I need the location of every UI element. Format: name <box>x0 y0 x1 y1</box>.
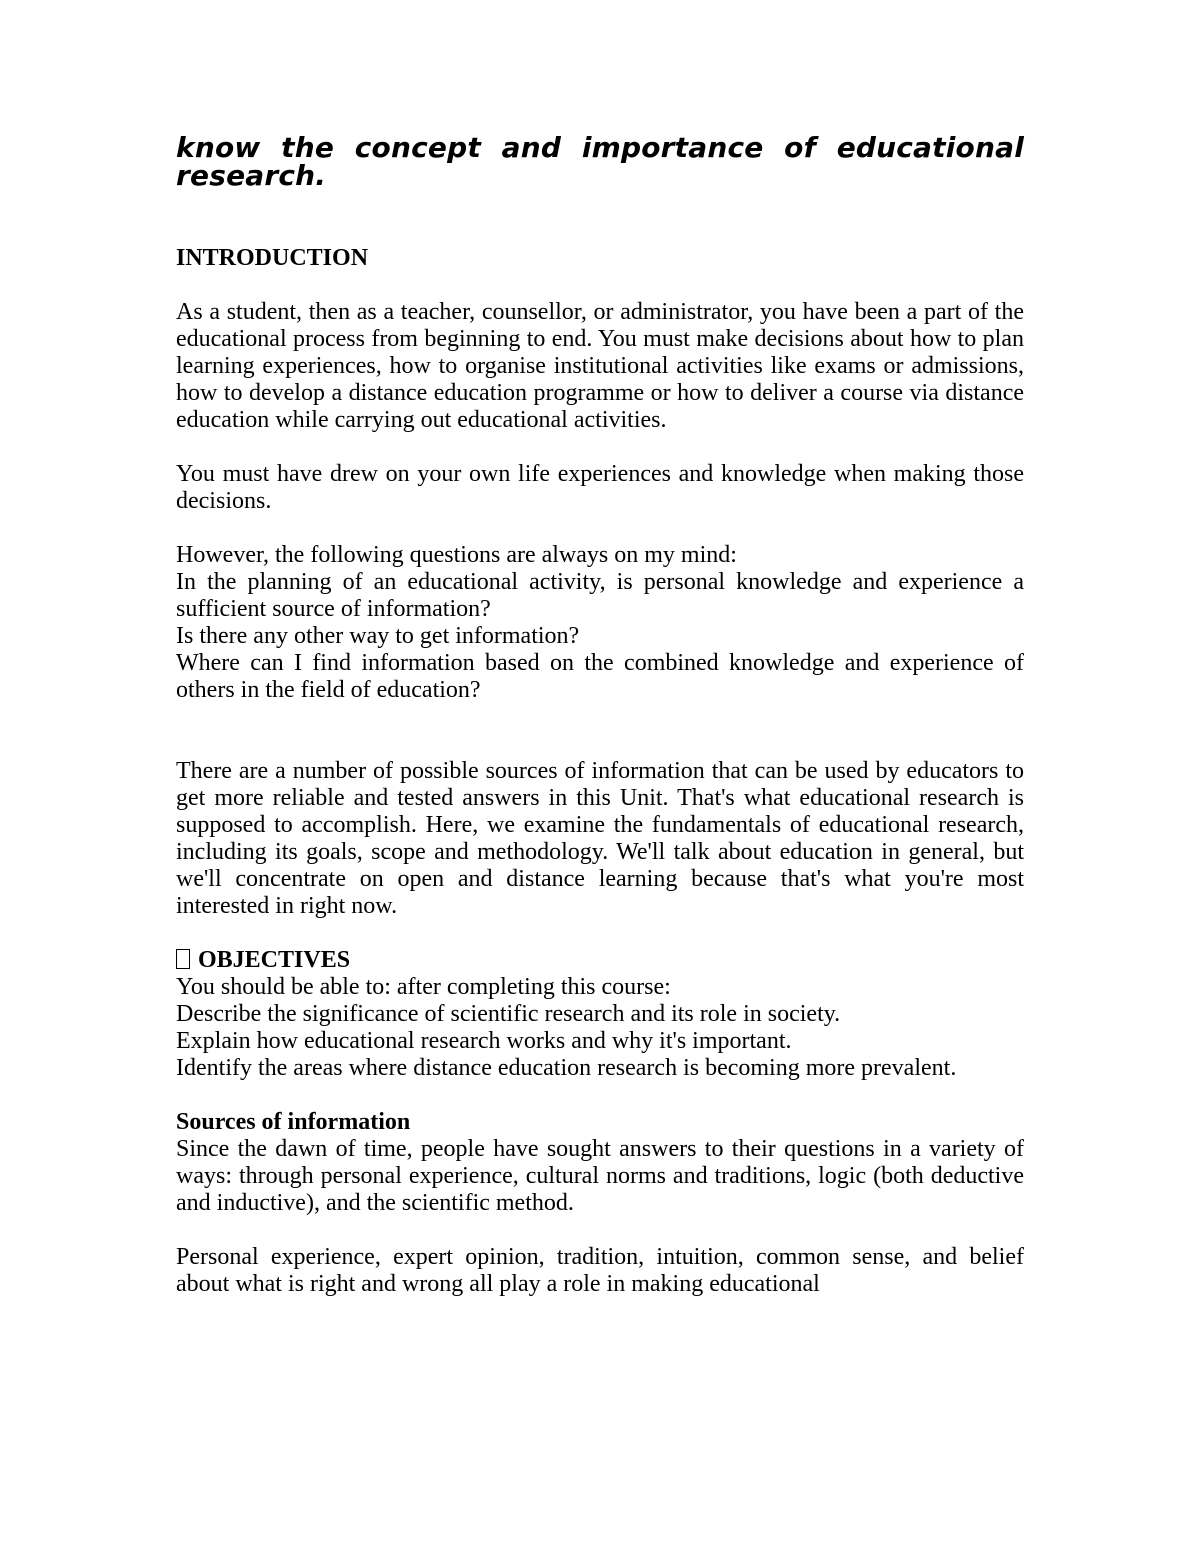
question-line: However, the following questions are always on my mind: <box>176 542 737 568</box>
sources-paragraph-2: Personal experience, expert opinion, tradition, intuition, common sense, and belief about what is right and wrong all play a role in making educational <box>176 1244 1024 1297</box>
introduction-heading: INTRODUCTION <box>176 245 369 271</box>
objectives-heading: OBJECTIVES <box>198 947 351 973</box>
objective-line: Explain how educational research works and why it's important. <box>176 1028 792 1054</box>
objectives-heading-row <box>176 947 1024 974</box>
sources-paragraph-1: Since the dawn of time, people have sought answers to their questions in a variety of ways: through personal experience, cultural norms and traditions, logic (both deductive and inductive), and the scientific method. <box>176 1136 1024 1216</box>
objective-line: Identify the areas where distance education research is becoming more prevalent. <box>176 1055 957 1081</box>
introduction-paragraph-2: You must have drew on your own life experiences and knowledge when making those decisions. <box>176 461 1024 514</box>
question-line: In the planning of an educational activity, is personal knowledge and experience a sufficient source of information? <box>176 569 1024 622</box>
objective-line: Describe the significance of scientific research and its role in society. <box>176 1001 841 1027</box>
objective-line: You should be able to: after completing this course: <box>176 974 671 1000</box>
introduction-paragraph-3: There are a number of possible sources of information that can be used by educators to get more reliable and tested answers in this Unit. That's what educational research is supposed to accomplish. Here, we examine the fundamentals of educational research, including its goals, scope and methodology. We'll talk about education in general, but we'll concentrate on open and distance learning because that's what you're most interested in right now. <box>176 758 1024 919</box>
questions-block <box>176 542 1024 704</box>
missing-glyph-box-icon <box>176 949 190 969</box>
document-page <box>176 131 1024 1325</box>
document-title: know the concept and importance of educational research. <box>176 131 1024 192</box>
question-line: Where can I find information based on the combined knowledge and experience of others in the field of education? <box>176 650 1024 703</box>
question-line: Is there any other way to get information? <box>176 623 580 649</box>
sources-heading: Sources of information <box>176 1109 411 1135</box>
introduction-paragraph-1: As a student, then as a teacher, counsellor, or administrator, you have been a part of the educational process from beginning to end. You must make decisions about how to plan learning experiences, how to organise institutional activities like exams or admissions, how to develop a distance education programme or how to deliver a course via distance education while carrying out educational activities. <box>176 299 1024 433</box>
sources-section <box>176 1109 1024 1217</box>
objectives-section <box>176 947 1024 1082</box>
